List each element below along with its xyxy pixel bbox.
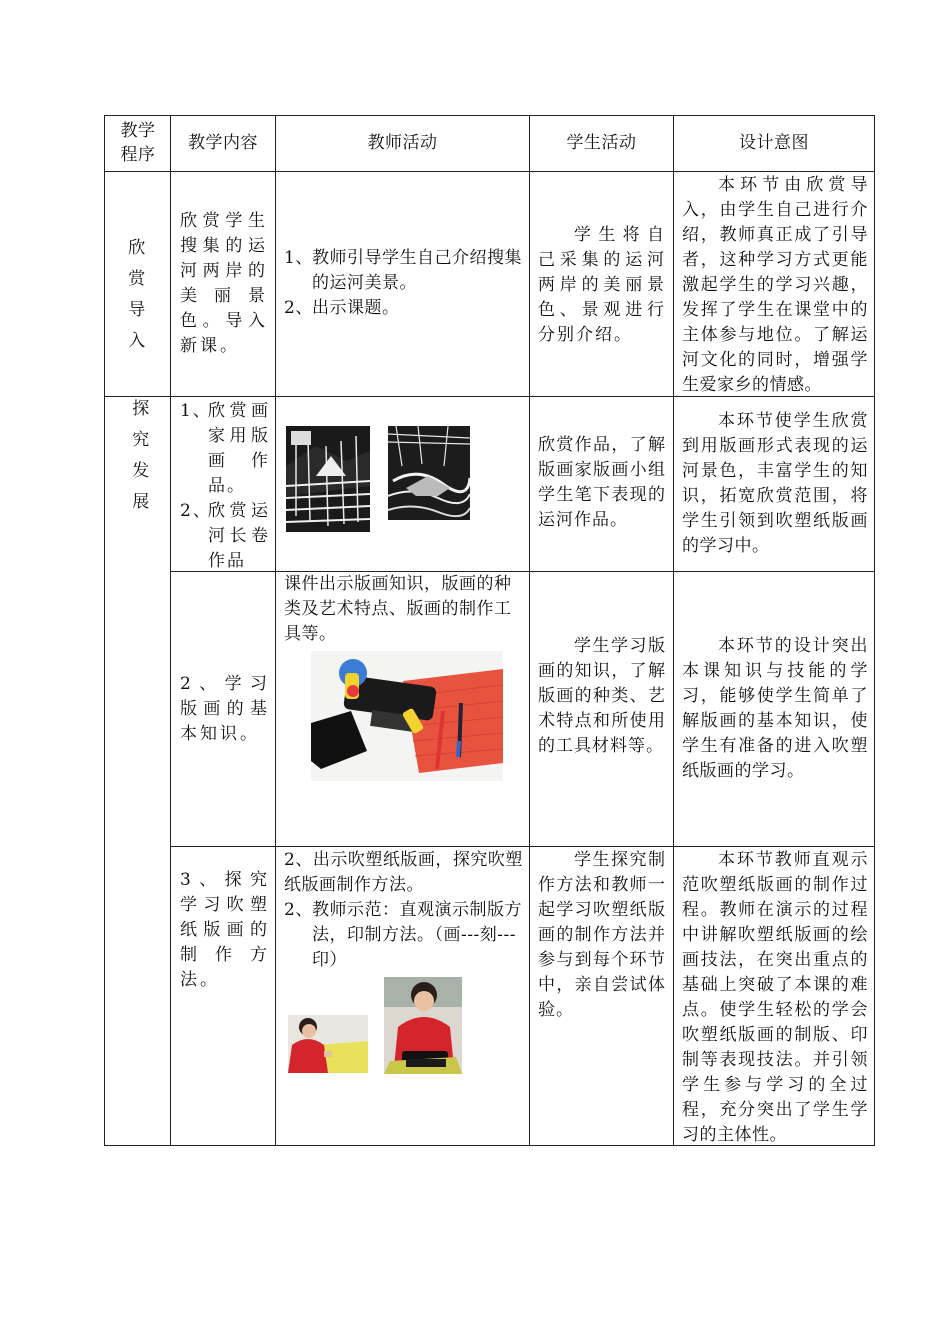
row3-design-intent: 本环节的设计突出本课知识与技能的学习，能够使学生简单了解版画的基本知识，使学生有准备的进入吹塑纸版画的学习。 xyxy=(682,636,868,781)
teacher-step-2: 2、 出示课题。 xyxy=(284,298,400,318)
teacher-step-1: 1、 教师引导学生自己介绍搜集的运河美景。 xyxy=(284,248,522,293)
canal-woodcut-print-1 xyxy=(286,426,370,532)
row3-student-activity: 学生学习版画的知识，了解版画的种类、艺术特点和所使用的工具材料等。 xyxy=(538,636,666,756)
row3-content: 2、学习版画的基本知识。 xyxy=(180,674,270,744)
header-intent: 设计意图 xyxy=(739,133,809,153)
lesson-plan-table xyxy=(104,115,875,1146)
row1-teacher-activity xyxy=(284,246,524,321)
row1-student-activity: 学生将自己采集的运河两岸的美丽景色、景观进行分别介绍。 xyxy=(538,225,666,345)
col-divider-1 xyxy=(170,115,171,1146)
row3-teacher-activity: 课件出示版画知识，版画的种类及艺术特点、版画的制作工具等。 xyxy=(284,574,512,644)
teacher-step-demo: 2、 教师示范：直观演示制版方法，印制方法。（画---刻---印） xyxy=(284,900,522,970)
content-item-2: 2、 欣赏运河长卷作品 xyxy=(180,501,270,571)
row4-content: 3、探究学习吹塑纸版画的制作方法。 xyxy=(180,870,270,990)
content-item-1: 1、 欣赏画家用版画作品。 xyxy=(180,401,270,496)
row1-design-intent: 本环节由欣赏导入，由学生自己进行介绍，教师真正成了引导者，这种学习方式更能激起学生的学习兴趣，发挥了学生在课堂中的主体参与地位。了解运河文化的同时，增强学生爱家乡的情感。 xyxy=(682,175,868,395)
header-divider xyxy=(104,171,875,172)
row4-student-activity: 学生探究制作方法和教师一起学习吹塑纸版画的制作方法并参与到每个环节中，亲自尝试体验。 xyxy=(538,850,666,1020)
col-divider-3 xyxy=(529,115,530,1146)
header-teacher: 教师活动 xyxy=(367,133,438,153)
stage-exploration: 探究发展 xyxy=(132,399,150,512)
stage-appreciation: 欣赏导入 xyxy=(128,238,146,351)
row4-teacher-activity xyxy=(284,848,526,973)
table-border-right xyxy=(874,115,875,1146)
col-divider-2 xyxy=(275,115,276,1146)
canal-woodcut-print-2 xyxy=(388,426,470,520)
row2-content xyxy=(180,399,270,574)
table-border-top xyxy=(104,115,875,116)
row2-design-intent: 本环节使学生欣赏到用版画形式表现的运河景色，丰富学生的知识，拓宽欣赏范围，将学生引领到吹塑纸版画的学习中。 xyxy=(682,411,868,556)
table-border-left xyxy=(104,115,105,1146)
student-drawing-photo xyxy=(288,1015,368,1073)
header-student: 学生活动 xyxy=(566,133,637,153)
header-content: 教学内容 xyxy=(188,133,258,153)
row2-student-activity: 欣赏作品，了解版画家版画小组学生笔下表现的运河作品。 xyxy=(538,435,666,530)
row1-content: 欣赏学生搜集的运河两岸的美丽景色。导入新课。 xyxy=(180,211,268,356)
teacher-step-show-print: 2、出示吹塑纸版画，探究吹塑纸版画制作方法。 xyxy=(284,850,523,895)
printmaking-tools-photo xyxy=(311,651,503,781)
col-divider-4 xyxy=(673,115,674,1146)
header-procedure: 教学程序 xyxy=(120,121,156,165)
row4-design-intent: 本环节教师直观示范吹塑纸版画的制作过程。教师在演示的过程中讲解吹塑纸版画的绘画技法，在突出重点的基础上突破了本课的难点。使学生轻松的学会吹塑纸版画的制版、印制等表现技法。并引领学生参与学习的全过程，充分突出了学生学习的主体性。 xyxy=(682,850,868,1145)
student-printing-photo xyxy=(384,977,462,1074)
